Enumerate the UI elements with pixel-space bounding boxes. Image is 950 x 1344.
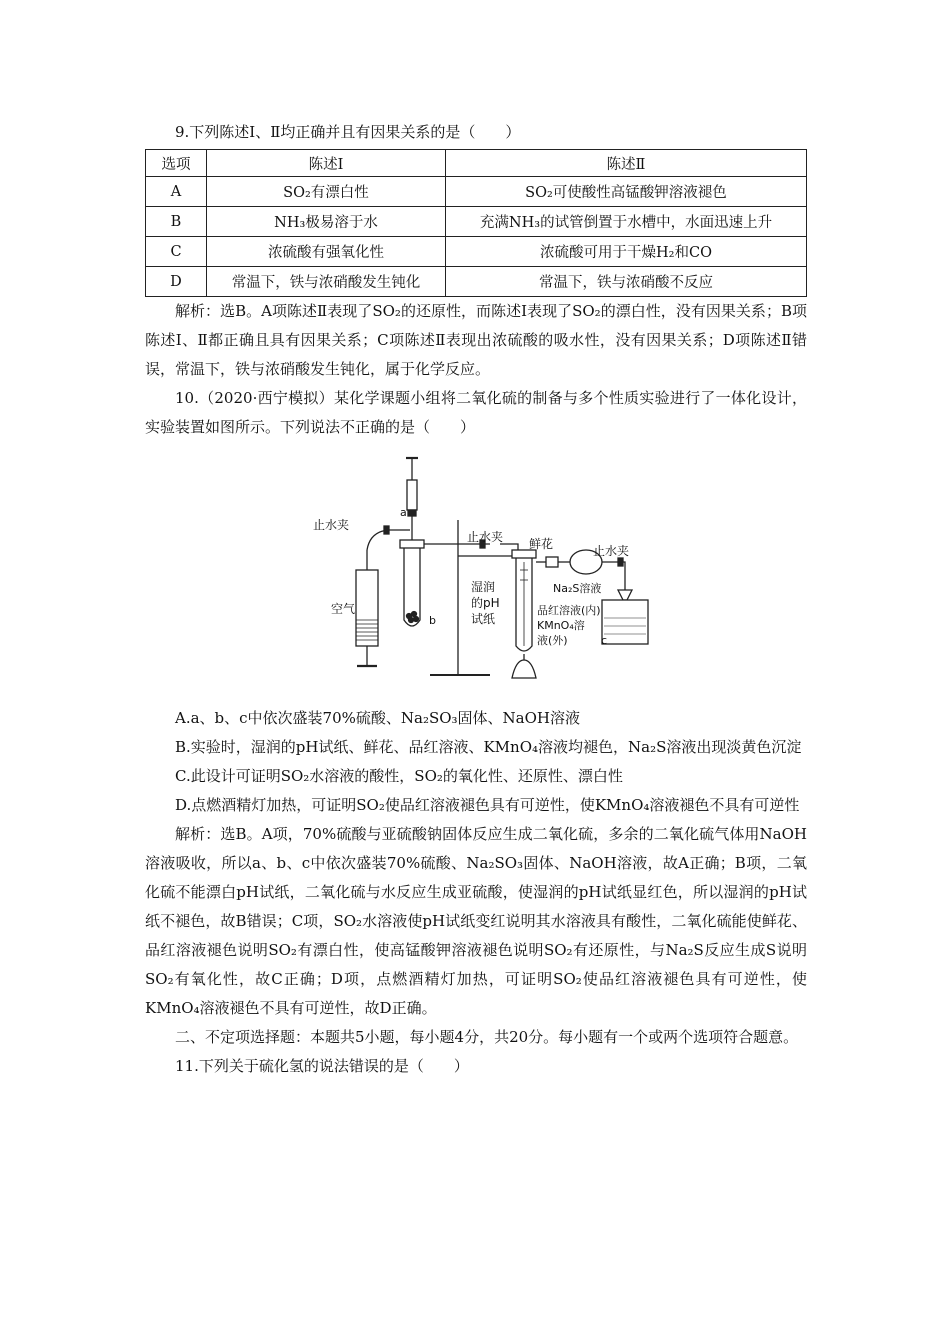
question-9-table (145, 149, 807, 297)
table-cell: 常温下，铁与浓硝酸不反应 (446, 267, 807, 297)
table-cell: 浓硫酸有强氧化性 (207, 237, 446, 267)
table-cell: SO₂可使酸性高锰酸钾溶液褪色 (446, 177, 807, 207)
section-2-heading: 二、不定项选择题：本题共5小题，每小题4分，共20分。每小题有一个或两个选项符合题意。 (175, 1028, 799, 1046)
document-page (145, 118, 807, 1081)
apparatus-diagram (340, 450, 660, 690)
question-9-stem: 9.下列陈述Ⅰ、Ⅱ均正确并且有因果关系的是（ ） (175, 123, 521, 141)
ph-paper-label-2: 的pH (471, 596, 500, 610)
ph-paper-label-1: 湿润 (471, 580, 496, 594)
label-b: b (429, 614, 436, 627)
table-cell: D (146, 267, 207, 297)
table-row (146, 207, 807, 237)
pinhong-label-3: 液(外) (537, 634, 568, 647)
clamp-label-mid: 止水夹 (467, 530, 504, 544)
clamp-label-left: 止水夹 (313, 518, 350, 532)
question-10-analysis: 解析：选B。A项，70%硫酸与亚硫酸钠固体反应生成二氧化硫，多余的二氧化硫气体用NaOH溶液吸收，所以a、b、c中依次盛装70%硫酸、Na₂SO₃固体、NaOH溶液，故A正确；B项，二氧化硫不能漂白pH试纸，二氧化硫与水反应生成亚硫酸，使湿润的pH试纸显红色，所以湿润的pH试纸不褪色，故B错误；C项，SO₂水溶液使pH试纸变红说明其水溶液具有酸性，二氧化硫能使鲜花、品红溶液褪色说明SO₂有漂白性，使高锰酸钾溶液褪色说明SO₂有还原性，与Na₂S反应生成S说明SO₂有氧化性，故C正确；D项，点燃酒精灯加热，可证明SO₂使品红溶液褪色具有可逆性，使KMnO₄溶液褪色不具有可逆性，故D正确。 (145, 825, 807, 1017)
air-label: 空气 (331, 602, 356, 616)
ph-paper-label-3: 试纸 (471, 612, 496, 626)
question-11-stem: 11.下列关于硫化氢的说法错误的是（ ） (175, 1057, 469, 1075)
table-cell: 常温下，铁与浓硝酸发生钝化 (207, 267, 446, 297)
option-a: A.a、b、c中依次盛装70%硫酸、Na₂SO₃固体、NaOH溶液 (175, 709, 581, 727)
label-c: c (601, 634, 608, 647)
table-cell: NH₃极易溶于水 (207, 207, 446, 237)
flower-label: 鲜花 (529, 537, 554, 551)
pinhong-label-2: KMnO₄溶 (537, 619, 585, 632)
table-row (146, 237, 807, 267)
option-d: D.点燃酒精灯加热，可证明SO₂使品红溶液褪色具有可逆性，使KMnO₄溶液褪色不具有可逆性 (175, 796, 800, 814)
table-header: 陈述Ⅰ (207, 150, 446, 177)
clamp-label-right: 止水夹 (593, 544, 630, 558)
table-cell: B (146, 207, 207, 237)
label-a: a (400, 506, 407, 519)
table-header-row (146, 150, 807, 177)
table-cell: A (146, 177, 207, 207)
table-cell: C (146, 237, 207, 267)
pinhong-label-1: 品红溶液(内) (537, 604, 601, 617)
table-cell: SO₂有漂白性 (207, 177, 446, 207)
table-header: 选项 (146, 150, 207, 177)
table-cell: 浓硫酸可用于干燥H₂和CO (446, 237, 807, 267)
table-cell: 充满NH₃的试管倒置于水槽中，水面迅速上升 (446, 207, 807, 237)
table-row (146, 267, 807, 297)
table-header: 陈述Ⅱ (446, 150, 807, 177)
option-c: C.此设计可证明SO₂水溶液的酸性，SO₂的氧化性、还原性、漂白性 (175, 767, 623, 785)
question-9-analysis: 解析：选B。A项陈述Ⅱ表现了SO₂的还原性，而陈述Ⅰ表现了SO₂的漂白性，没有因果关系；B项陈述Ⅰ、Ⅱ都正确且具有因果关系；C项陈述Ⅱ表现出浓硫酸的吸水性，没有因果关系；D项陈述Ⅱ错误，常温下，铁与浓硝酸发生钝化，属于化学反应。 (145, 302, 807, 378)
table-row (146, 177, 807, 207)
option-b: B.实验时，湿润的pH试纸、鲜花、品红溶液、KMnO₄溶液均褪色，Na₂S溶液出现淡黄色沉淀 (175, 738, 802, 756)
question-10-stem: 10.（2020·西宁模拟）某化学课题小组将二氧化硫的制备与多个性质实验进行了一体化设计，实验装置如图所示。下列说法不正确的是（ ） (145, 389, 807, 436)
apparatus-figure (145, 450, 807, 700)
na2s-label: Na₂S溶液 (553, 582, 602, 595)
